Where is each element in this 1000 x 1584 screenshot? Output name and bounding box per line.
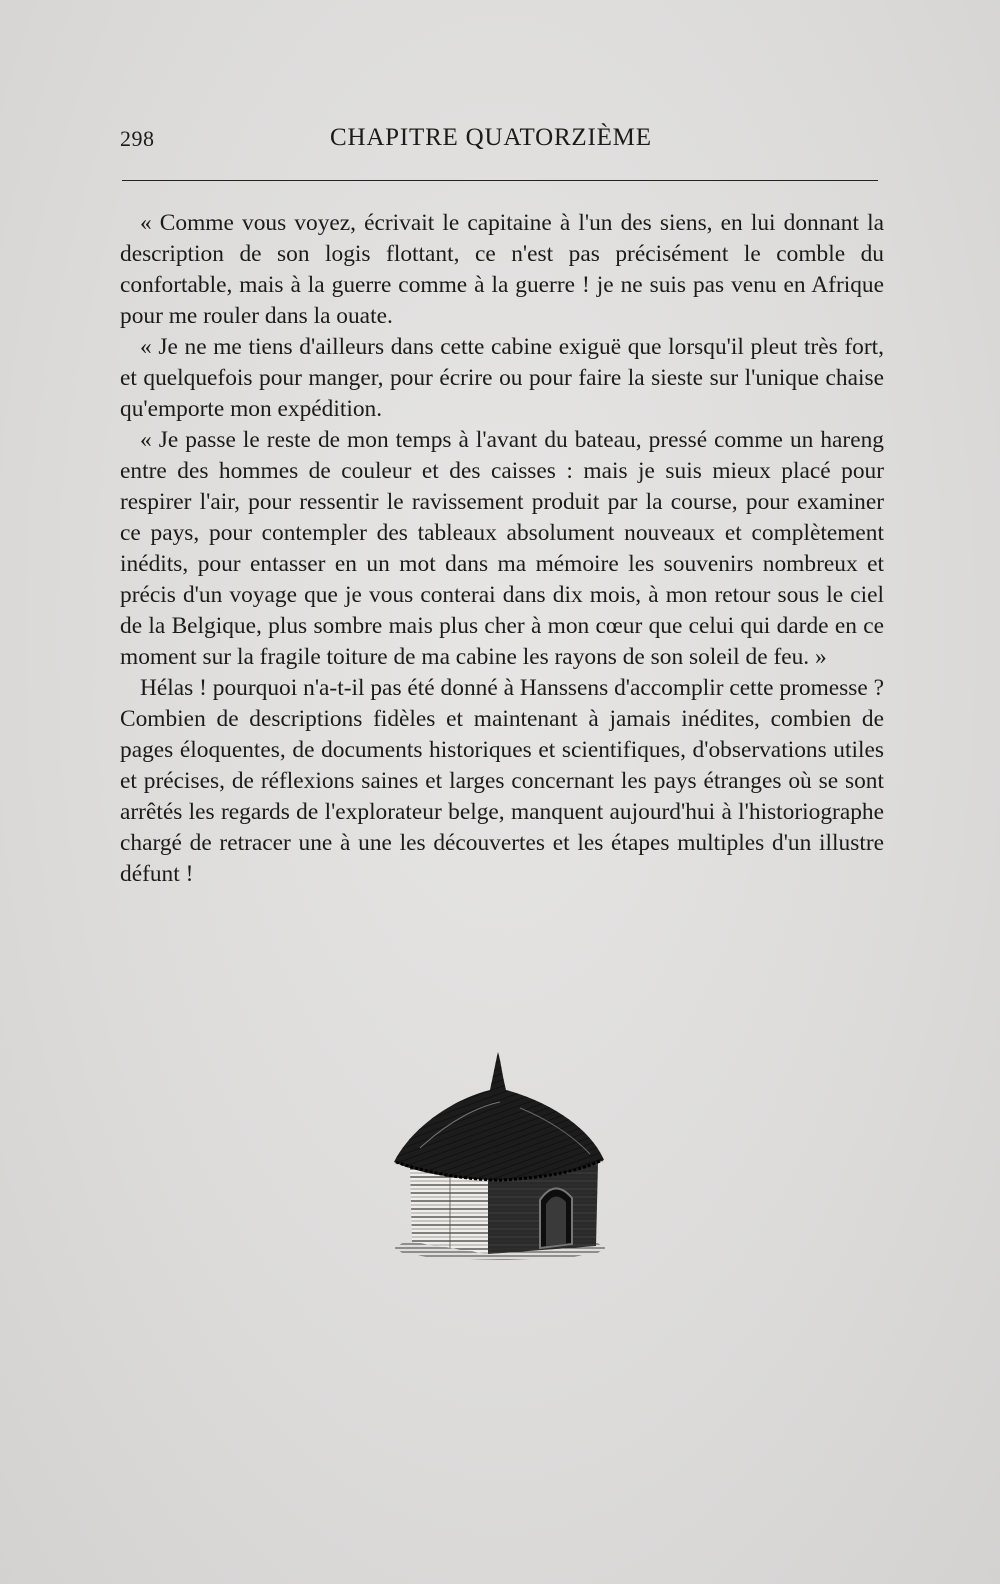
- paragraph: « Comme vous voyez, écrivait le capitaine à l'un des siens, en lui donnant la description de son logis flottant, ce n'est pas précisément le comble du confortable, mais à la guerre comme à la guerre ! je ne suis pas venu en Afrique pour me rouler dans la ouate.: [120, 210, 884, 329]
- running-title: CHAPITRE QUATORZIÈME: [330, 124, 652, 151]
- header-rule: [122, 180, 878, 181]
- page-number: 298: [120, 126, 155, 151]
- hut-illustration: [390, 1050, 620, 1270]
- page-header: [120, 118, 880, 158]
- paragraph: « Je ne me tiens d'ailleurs dans cette cabine exiguë que lorsqu'il pleut très fort, et quelquefois pour manger, pour écrire ou pour faire la sieste sur l'unique chaise qu'emporte mon expédition.: [120, 334, 884, 422]
- thatched-hut-icon: [390, 1050, 620, 1270]
- body-text: [120, 208, 884, 890]
- paragraph: « Je passe le reste de mon temps à l'avant du bateau, pressé comme un hareng entre des hommes de couleur et des caisses : mais je suis mieux placé pour respirer l'air, pour ressentir le ravissement produit par la course, pour examiner ce pays, pour contempler des tableaux absolument nouveaux et complètement inédits, pour entasser en un mot dans ma mémoire les souvenirs nombreux et précis d'un voyage que je vous conterai dans dix mois, à mon retour sous le ciel de la Belgique, plus sombre mais plus cher à mon cœur que celui qui darde en ce moment sur la fragile toiture de ma cabine les rayons de son soleil de feu. »: [120, 427, 884, 670]
- paragraph: Hélas ! pourquoi n'a-t-il pas été donné à Hanssens d'accomplir cette promesse ? Combien de descriptions fidèles et maintenant à jamais inédites, combien de pages éloquentes, de documents historiques et scientifiques, d'observations utiles et précises, de réflexions saines et larges concernant les pays étranges où se sont arrêtés les regards de l'explorateur belge, manquent aujourd'hui à l'historiographe chargé de retracer une à une les découvertes et les étapes multiples d'un illustre défunt !: [120, 675, 884, 887]
